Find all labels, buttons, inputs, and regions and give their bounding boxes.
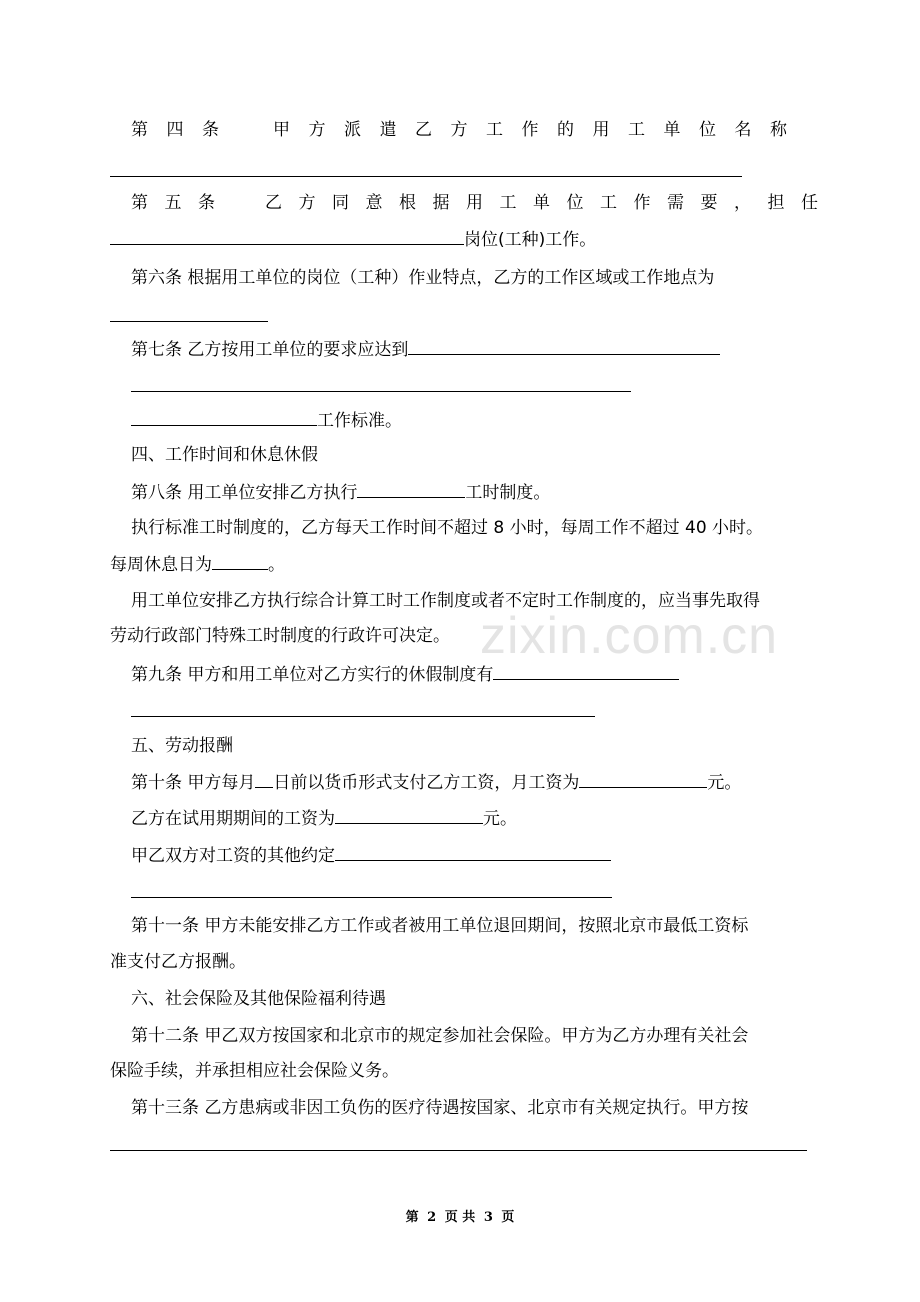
article-10-tail: 元。 [707,773,742,793]
article-10-mid: 日前以货币形式支付乙方工资，月工资为 [273,773,580,793]
footer-page-label: 第 [405,1210,419,1225]
article-5-tail: 岗位(工种)工作。 [464,230,597,250]
article-12-line1: 第十二条 甲乙双方按国家和北京市的规定参加社会保险。甲方为乙方办理有关社会 [131,1026,749,1046]
paragraph-special-hours-1: 用工单位安排乙方执行综合计算工时工作制度或者不定时工作制度的，应当事先取得 [131,591,760,611]
article-5: 第五条 乙方同意根据用工单位工作需要，担任 [131,193,835,213]
paragraph-probation-wage [131,806,517,831]
article-11-line1: 第十一条 甲方未能安排乙方工作或者被用工单位退回期间，按照北京市最低工资标 [131,916,749,936]
section-4-heading: 四、工作时间和休息休假 [131,445,318,465]
footer-total-unit: 页 [501,1210,515,1225]
fill-blank-pay-day [255,770,273,788]
footer-total-pages: 3 [483,1210,493,1225]
paragraph-special-hours-2: 劳动行政部门特殊工时制度的行政许可决定。 [110,626,450,646]
fill-blank-position [110,227,464,245]
paragraph-standard-hours: 执行标准工时制度的，乙方每天工作时间不超过 8 小时，每周工作不超过 40 小时。 [131,518,764,538]
article-12-line2: 保险手续，并承担相应社会保险义务。 [110,1061,399,1081]
watermark: zixin.com.cn [480,607,779,665]
fill-blank-a7 [408,337,720,355]
article-9-text: 第九条 甲方和用工单位对乙方实行的休假制度有 [131,665,494,685]
article-7-text: 第七条 乙方按用工单位的要求应达到 [131,340,409,360]
footer-total-label: 共 [462,1210,476,1225]
fill-blank-a6 [110,321,268,322]
article-4: 第四条 甲方派遣乙方工作的用工单位名称 [131,120,806,140]
article-9 [131,662,679,687]
article-10-text: 第十条 甲方每月 [131,773,256,793]
probation-wage-text: 乙方在试用期期间的工资为 [131,809,335,829]
fill-blank-a8 [357,480,465,498]
footer-page-unit: 页 [444,1210,458,1225]
paragraph-other-wage [131,843,611,868]
article-11-line2: 准支付乙方报酬。 [110,952,246,972]
article-7-tail: 工作标准。 [317,411,402,431]
article-6: 第六条 根据用工单位的岗位（工种）作业特点，乙方的工作区域或工作地点为 [131,268,715,288]
fill-blank-a7-line3 [131,408,317,426]
article-8 [131,480,550,505]
footer-page-number: 2 [427,1210,437,1225]
rest-day-text: 每周休息日为 [110,555,212,575]
article-8-text: 第八条 用工单位安排乙方执行 [131,483,358,503]
section-6-heading: 六、社会保险及其他保险福利待遇 [131,989,386,1009]
fill-blank-other-wage-line2 [131,897,612,898]
probation-wage-tail: 元。 [483,809,517,829]
article-7-line3 [131,408,402,433]
section-5-heading: 五、劳动报酬 [131,736,233,756]
article-10 [131,770,741,795]
article-5-line2 [110,227,596,252]
fill-blank-rest-day [212,552,268,570]
fill-blank-a9-line2 [131,716,595,717]
article-8-tail: 工时制度。 [465,483,551,503]
fill-blank-a9 [493,662,679,680]
other-wage-text: 甲乙双方对工资的其他约定 [131,846,335,866]
fill-blank-probation-wage [335,806,483,824]
fill-blank-a13 [110,1150,807,1151]
article-13: 第十三条 乙方患病或非因工负伤的医疗待遇按国家、北京市有关规定执行。甲方按 [131,1098,749,1118]
rest-day-tail: 。 [268,555,285,575]
fill-blank-monthly-wage [579,770,707,788]
page-footer [0,1206,920,1225]
fill-blank-a7-line2 [131,391,631,392]
article-7 [131,337,720,362]
fill-blank-other-wage [335,843,611,861]
fill-blank-a4 [110,176,742,177]
paragraph-rest-day [110,552,285,577]
